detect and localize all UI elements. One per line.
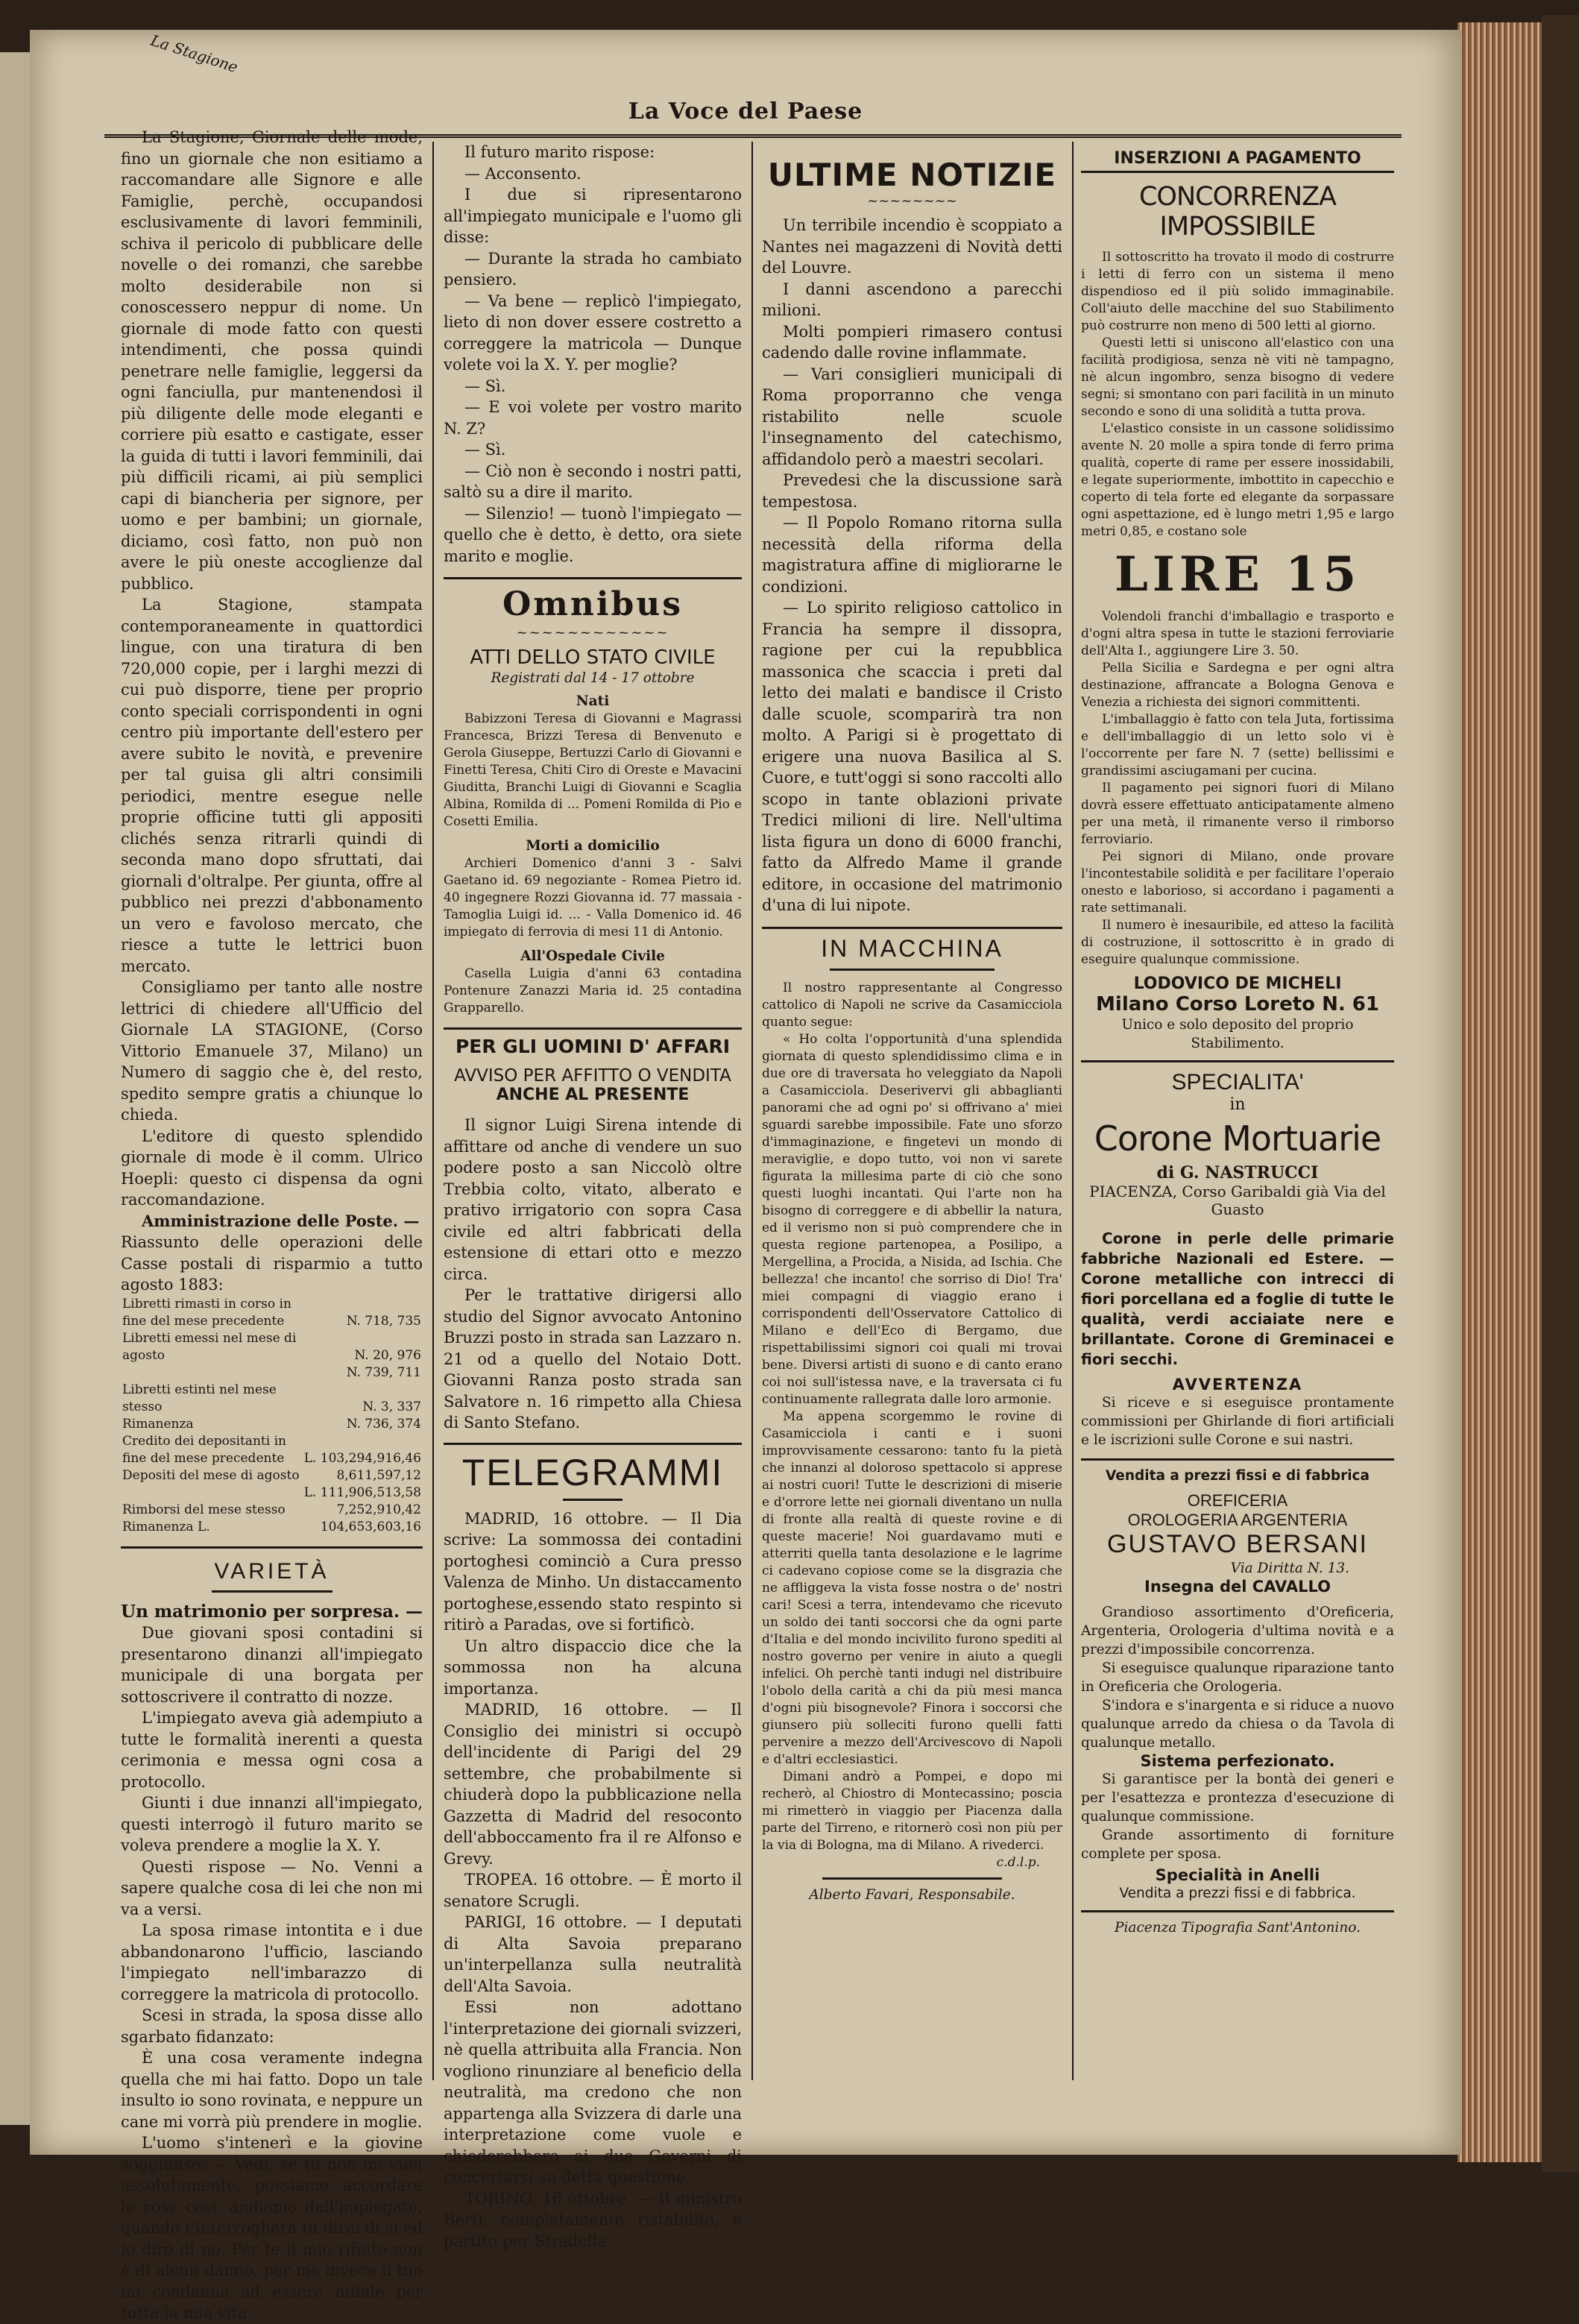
macchina-text: [762, 980, 1062, 1854]
morti-list: [444, 855, 742, 941]
inserzioni-title: INSERZIONI A PAGAMENTO: [1081, 149, 1394, 173]
column-1: [121, 127, 423, 2324]
paragraph: TROPEA. 16 ottobre. — È morto il senatore Scrugli.: [444, 1871, 742, 1910]
ultime-notizie-text: [762, 215, 1062, 916]
poste-intro: Riassunto delle operazioni delle Casse postali di risparmio a tutto agosto 1883:: [121, 1233, 423, 1294]
sistema: Sistema perfezionato.: [1140, 1752, 1335, 1770]
concorrenza-title: CONCORRENZA IMPOSSIBILE: [1138, 182, 1336, 242]
poste-label: Rimanenza: [122, 1416, 194, 1432]
page-stack-edges: [1457, 22, 1543, 2162]
paragraph: Si eseguisce qualunque riparazione tanto in Oreficeria che Orologeria.: [1081, 1660, 1394, 1695]
paragraph: Grandioso assortimento d'Oreficeria, Argenteria, Orologeria d'ultima novità e a prezzi d'impossibile concorrenza.: [1081, 1605, 1394, 1657]
paragraph: Casella Luigia d'anni 63 contadina Pontenure Zanazzi Maria id. 25 contadina Grapparello.: [444, 966, 742, 1015]
tipografia: Piacenza Tipografia Sant'Antonino.: [1115, 1920, 1361, 1936]
paragraph: Grande assortimento di forniture complete per sposa.: [1081, 1827, 1394, 1862]
paragraph: Consigliamo per tanto alle nostre lettrici di chiedere all'Ufficio del Giornale LA STAGIONE, (Corso Vittorio Emanuele 37, Milano) un Numero di saggio che è, del resto, spedito sempre gratis a chiunque lo chieda.: [121, 978, 423, 1124]
avvertenza-title: AVVERTENZA: [1172, 1376, 1303, 1394]
orologeria: OROLOGERIA ARGENTERIA: [1127, 1511, 1348, 1529]
paragraph: L'editore di questo splendido giornale di mode è il comm. Ulrico Hoepli: questo ci dispensa da ogni raccomandazione.: [121, 1127, 423, 1209]
poste-value: N. 3, 337: [362, 1399, 421, 1414]
paragraph: — Sì.: [464, 377, 506, 395]
insegna: Insegna del CAVALLO: [1144, 1578, 1331, 1596]
poste-row: [121, 1433, 423, 1467]
masthead-title: La Voce del Paese: [628, 98, 863, 125]
poste-value: N. 20, 976: [354, 1347, 421, 1363]
poste-row: [121, 1519, 423, 1536]
paragraph: TORINO, 16 ottobre. — Il ministro Berti, completamente ristabilito, è partito per Stradella.: [444, 2189, 742, 2250]
divider: [1081, 1060, 1394, 1062]
paragraph: Il numero è inesauribile, ed atteso la facilità di costruzione, il sottoscritto è in grado di eseguire qualunque commissione.: [1081, 918, 1394, 967]
bersani-name: GUSTAVO BERSANI: [1107, 1530, 1368, 1558]
bersani-text-2: [1081, 1770, 1394, 1863]
paragraph: Il sottoscritto ha trovato il modo di costrurre i letti di ferro con un sistema il meno dispendioso ed il più solido immaginabile. Coll'aiuto delle macchine del suo Stabilimento può costrurre non meno di 500 letti al giorno.: [1081, 250, 1394, 333]
paragraph: — Durante la strada ho cambiato pensiero.: [444, 249, 742, 289]
paragraph: — Lo spirito religioso cattolico in Francia ha sempre il dissopra, ragione per cui la repubblica massonica che scaccia i preti dal letto dei malati e bandisce il Cristo dalle scuole, scomparirà tra non molto. A Parigi si è progettato di erigere una nuova Basilica al S. Cuore, e tutt'oggi si sono raccolti allo scopo in tante oblazioni private Tredici milioni di lire. Nell'ultima lista figura un dono di 6000 franchi, fatto da Alfredo Mame il grande editore, in occasione del matrimonio d'una di lui nipote.: [762, 599, 1062, 914]
divider: [444, 577, 742, 579]
varieta-title: VARIETÀ: [214, 1558, 330, 1584]
column-rule: [751, 142, 753, 2080]
stagione-article: [121, 127, 423, 1296]
column-4: [1081, 149, 1394, 1937]
paragraph: La sposa rimase intontita e i due abbandonarono l'ufficio, lasciando l'impiegato nell'imbarazzo di correggere la matricola di protocollo.: [121, 1921, 423, 2003]
omnibus-title: Omnibus: [502, 585, 684, 623]
paragraph: Un terribile incendio è scoppiato a Nantes nei magazzeni di Novità detti del Louvre.: [762, 216, 1062, 277]
bersani-address: Via Diritta N. 13.: [1230, 1561, 1349, 1576]
poste-row: [121, 1467, 423, 1484]
telegrammi-text: [444, 1508, 742, 2252]
paragraph: La Stagione, Giornale delle mode, fino un giornale che non esitiamo a raccomandare alle Signore e alle Famiglie, perchè, occupandosi esclusivamente di lavori femminili, schiva il pericolo di pubblicare delle novelle o dei romanzi, che sarebbe molto desiderabile non si conoscessero neppur di nome. Un giornale di mode fatto con questi intendimenti, che possa quindi penetrare nelle famiglie, leggersi da ogni fanciulla, pur mantenendosi il più diligente delle mode eleganti e corriere più esatto e castigate, esser la guida di tutti i lavori femminili, dai più difficili ricami, ai più semplici capi di biancheria per signore, per uomo e per bambini; un giornale, diciamo, così fatto, non può non avere le più oneste accoglienze dal pubblico.: [121, 128, 423, 593]
poste-label: Rimanenza L.: [122, 1519, 210, 1534]
paragraph: Corone in perle delle primarie fabbriche Nazionali ed Estere. — Corone metalliche con intrecci di fiori porcellana ed a foglie di tutte le qualità, verdi acciaiate nere e brillantate. Corone di Greminacei e fiori secchi.: [1081, 1229, 1394, 1368]
previous-page-edge: [0, 52, 33, 2125]
vendita-line-bottom: Vendita a prezzi fissi e di fabbrica.: [1119, 1886, 1356, 1901]
poste-value: 7,252,910,42: [336, 1502, 421, 1517]
poste-value: L. 111,906,513,58: [303, 1484, 421, 1500]
poste-title: Amministrazione delle Poste. —: [142, 1211, 420, 1230]
concorrenza-text: [1081, 249, 1394, 541]
telegrammi-title: TELEGRAMMI: [461, 1451, 724, 1493]
ultime-notizie-title: ULTIME NOTIZIE: [767, 157, 1057, 193]
poste-label: Depositi del mese di agosto: [122, 1467, 300, 1483]
paragraph: PARIGI, 16 ottobre. — I deputati di Alta Savoia preparano un'interpellanza sulla neutralità dell'Alta Savoia.: [444, 1913, 742, 1995]
morti-title: Morti a domicilio: [526, 838, 660, 854]
paragraph: Questi rispose — No. Venni a sapere qualche cosa di lei che non mi va a versi.: [121, 1857, 423, 1918]
ornament: ~~~~~~~~: [867, 193, 957, 209]
paragraph: Si garantisce per la bontà dei generi e per l'esattezza e prontezza d'esecuzione di qualunque commissione.: [1081, 1772, 1394, 1824]
bersani-text: [1081, 1603, 1394, 1752]
ospedale-title: All'Ospedale Civile: [520, 948, 665, 964]
ospedale-list: [444, 966, 742, 1017]
micheli-name: LODOVICO DE MICHELI: [1133, 974, 1342, 993]
paragraph: — Il Popolo Romano ritorna sulla necessità della riforma della magistratura affine di migliorarne le condizioni.: [762, 514, 1062, 596]
paragraph: Il futuro marito rispose:: [464, 143, 655, 161]
poste-label: Libretti estinti nel mese stesso: [122, 1382, 277, 1414]
oreficeria: OREFICERIA: [1187, 1491, 1288, 1510]
paragraph: I due si ripresentarono all'impiegato municipale e l'uomo gli disse:: [444, 186, 742, 246]
vendita-line-top: Vendita a prezzi fissi e di fabbrica: [1106, 1468, 1370, 1484]
poste-row: [121, 1502, 423, 1519]
paragraph: Il pagamento pei signori fuori di Milano dovrà essere effettuato anticipatamente almeno per una metà, il rimanente verso il rimborso ferroviario.: [1081, 781, 1394, 847]
nati-list: [444, 711, 742, 831]
paragraph: Due giovani sposi contadini si presentarono dinanzi all'impiegato municipale di una borgata per sottoscrivere il contratto di nozze.: [121, 1624, 423, 1706]
responsabile: Alberto Favari, Responsabile.: [809, 1886, 1015, 1903]
paragraph: L'impiegato aveva già adempiuto a tutte le formalità inerenti a questa cerimonia e messa ogni cosa a protocollo.: [121, 1709, 423, 1791]
paragraph: — Ciò non è secondo i nostri patti, saltò su a dire il marito.: [444, 462, 742, 501]
poste-label: [121, 1484, 303, 1502]
poste-row: [121, 1484, 423, 1502]
stato-civile-title: ATTI DELLO STATO CIVILE: [470, 646, 716, 669]
poste-value: N. 718, 735: [346, 1313, 421, 1329]
divider: [121, 1546, 423, 1549]
paragraph: Per le trattative dirigersi allo studio del Signor avvocato Antonino Bruzzi posto in strada san Lazzaro n. 21 od a quello del Notaio Dott. Giovanni Ranza posto strada san Salvatore n. 16 rimpetto alla Chiesa di Santo Stefano.: [444, 1286, 742, 1432]
paragraph: — Vari consiglieri municipali di Roma proporranno che venga ristabilito nelle scuole l'insegnamento del catechismo, affidandolo però a maestri secolari.: [762, 365, 1062, 468]
stato-civile-subtitle: Registrati dal 14 - 17 ottobre: [491, 670, 695, 686]
nastrucci-address: PIACENZA, Corso Garibaldi già Via del Guasto: [1089, 1183, 1386, 1218]
paragraph: Prevedesi che la discussione sarà tempestosa.: [762, 471, 1062, 511]
poste-row: [121, 1296, 423, 1330]
paragraph: È una cosa veramente indegna quella che mi hai fatto. Dopo un tale insulto io sono rovinata, e neppure un cane mi vorrà più prendere in moglie.: [121, 2049, 423, 2131]
paragraph: Il nostro rappresentante al Congresso cattolico di Napoli ne scrive da Casamicciola quanto segue:: [762, 980, 1062, 1030]
affari-title: PER GLI UOMINI D' AFFARI: [455, 1036, 731, 1057]
divider: [822, 1877, 1003, 1880]
avviso-subtitle: ANCHE AL PRESENTE: [496, 1086, 690, 1104]
concorrenza-text-2: [1081, 608, 1394, 969]
divider: [762, 927, 1062, 929]
signature: c.d.l.p.: [996, 1854, 1040, 1870]
divider: [830, 969, 995, 971]
column-2: [444, 142, 742, 2252]
column-rule: [432, 142, 434, 2080]
divider: [1081, 1458, 1394, 1461]
paragraph: Un altro dispaccio dice che la sommossa non ha alcuna importanza.: [444, 1637, 742, 1698]
poste-value: L. 103,294,916,46: [303, 1450, 421, 1466]
paragraph: MADRID, 16 ottobre. — Il Dia scrive: La sommossa dei contadini portoghesi cominciò a Cura presso Valenza de Minho. Un distaccamento portoghese,essendo stato respinto si ritirò a Paradas, ove si fortificò.: [444, 1509, 742, 1634]
paragraph: — E voi volete per vostro marito N. Z?: [444, 398, 742, 438]
paragraph: L'imballaggio è fatto con tela Juta, fortissima e dell'imballaggio di un letto solo vi è l'occorrente per fare N. 7 (sette) bellissimi e grandissimi asciugamani per cucina.: [1081, 712, 1394, 778]
ornament: ~~~~~~~~~~~~: [516, 625, 669, 640]
book-spine: [1542, 15, 1579, 2172]
paragraph: La Stagione, stampata contemporaneamente in quattordici lingue, con una tiratura di ben 720,000 copie, per i larghi mezzi di cui può disporre, tiene per proprio conto speciali corrispondenti in ogni centro più importante dell'estero per avere subito le novità, e prevenire per tal guisa gli altri consimili periodici, mentre esegue nelle proprie officine tutti gli appositi clichés senza ritrarli quindi di seconda mano dopo sfruttati, dai giornali d'oltralpe. Per giunta, offre al pubblico nei prezzi d'abbonamento un vero e favoloso mercato, che riesce a tutte le lettrici buon mercato.: [121, 596, 423, 975]
poste-row: [121, 1416, 423, 1433]
poste-label: Credito dei depositanti in fine del mese precedente: [122, 1433, 286, 1466]
divider: [444, 1443, 742, 1445]
paragraph: — Sì.: [464, 441, 506, 459]
paragraph: Essi non adottano l'interpretazione dei giornali svizzeri, nè quella attribuita alla Francia. Non vogliono rinunziare al beneficio della neutralità, ma credono che non appartenga alla Svizzera di darle una interpretazione come vuole e chiederebbero ai due Governi di concertarsi su detta questione.: [444, 1998, 742, 2186]
poste-label: Libretti emessi nel mese di agosto: [122, 1330, 297, 1363]
micheli-note: Unico e solo deposito del proprio Stabilimento.: [1121, 1017, 1354, 1051]
paragraph: MADRID, 16 ottobre. — Il Consiglio dei ministri si occupò dell'incidente di Parigi del 29 settembre, che probabilmente si chiuderà dopo la pubblicazione nella Gazzetta di Madrid del resoconto dell'abboccamento fra il re Alfonso e Grevy.: [444, 1701, 742, 1868]
poste-label: Rimborsi del mese stesso: [122, 1502, 286, 1517]
poste-row: [121, 1330, 423, 1364]
paragraph: — Acconsento.: [464, 164, 582, 183]
paragraph: — Va bene — replicò l'impiegato, lieto di non dover essere costretto a correggere la matricola — Dunque volete voi la X. Y. per moglie?: [444, 292, 742, 374]
price: LIRE 15: [1114, 547, 1361, 602]
paragraph: S'indora e s'inargenta e si riduce a nuovo qualunque arredo da chiesa o da Tavola di qualunque metallo.: [1081, 1698, 1394, 1751]
paragraph: Volendoli franchi d'imballagio e trasporto e d'ogni altra spesa in tutte le stazioni ferroviarie dell'Alta I., aggiungere Lire 3. 50.: [1081, 609, 1394, 658]
anelli: Specialità in Anelli: [1155, 1866, 1320, 1884]
paragraph: Si riceve e si eseguisce prontamente commissioni per Ghirlande di fiori artificiali e le iscrizioni sulle Corone e sui nastri.: [1081, 1395, 1394, 1448]
divider: [212, 1590, 332, 1593]
specialita-title: SPECIALITA': [1171, 1070, 1304, 1095]
divider: [1081, 1910, 1394, 1912]
paragraph: Dimani andrò a Pompei, e dopo mi recherò, al Chiostro di Montecassino; poscia mi rimetterò in viaggio per Piacenza dalla parte del Tirreno, e ritornerò così non più per la via di Bologna, ma di Milano. A rivederci.: [762, 1769, 1062, 1853]
paragraph: Archieri Domenico d'anni 3 - Salvi Gaetano id. 69 negoziante - Romea Pietro id. 40 ingegnere Rozzi Giovanna id. 77 massaia - Tamoglia Luigi id. ... - Valla Domenico id. 46 impiegato di ferrovia di mesi 11 di Antonio.: [444, 856, 742, 939]
column-3: [762, 157, 1062, 1904]
corone-title: Corone Mortuarie: [1094, 1118, 1381, 1159]
paragraph: Molti pompieri rimasero contusi cadendo dalle rovine inflammate.: [762, 322, 1062, 362]
poste-value: N. 739, 711: [346, 1364, 421, 1380]
specialita-in: in: [1229, 1095, 1246, 1114]
poste-table: [121, 1296, 423, 1536]
newspaper-page: [30, 30, 1461, 2322]
column-rule: [1072, 142, 1074, 2080]
poste-row: [121, 1382, 423, 1416]
paragraph: Pei signori di Milano, onde provare l'incontestabile solidità e per facilitare l'operaio onesto e laborioso, si accordano i pagamenti a rate settimanali.: [1081, 849, 1394, 916]
paragraph: L'uomo s'intenerì e la giovine soggiunse: — Vedi, se tu non mi vuoi assolutamente, possiamo accordare le cose così: andiamo dall'impiegato, quando t'interrogherà tu dirai di sì ed io dirò di no. Per te il mio rifiuto non è di alcun danno, per me invece il tuo mi condanna ad essere nubile per tutta la mia vita.: [121, 2134, 423, 2322]
avviso-title: AVVISO PER AFFITTO O VENDITA: [454, 1066, 731, 1086]
micheli-address: Milano Corso Loreto N. 61: [1096, 993, 1379, 1015]
macchina-title: IN MACCHINA: [821, 934, 1003, 962]
poste-value: 104,653,603,16: [320, 1519, 421, 1534]
paragraph: Pella Sicilia e Sardegna e per ogni altra destinazione, affrancate a Bologna Genova e Venezia a richiesta dei signori committenti.: [1081, 661, 1394, 710]
matrimonio-continued: [444, 142, 742, 567]
poste-value: N. 736, 374: [346, 1416, 421, 1432]
paragraph: I danni ascendono a parecchi milioni.: [762, 280, 1062, 319]
poste-label: Libretti rimasti in corso in fine del mese precedente: [122, 1296, 291, 1329]
corner-stub: La Stagione: [148, 31, 240, 77]
divider: [563, 1499, 623, 1501]
nastrucci-name: di G. NASTRUCCI: [1156, 1163, 1319, 1183]
paragraph: — Silenzio! — tuonò l'impiegato — quello che è detto, è detto, ora siete marito e moglie.: [444, 504, 742, 565]
paragraph: Giunti i due innanzi all'impiegato, questi interrogò il futuro marito se voleva prendere a moglie la X. Y.: [121, 1794, 423, 1854]
poste-row: [121, 1364, 423, 1382]
matrimonio-story: [121, 1602, 423, 2324]
divider: [444, 1027, 742, 1030]
paragraph: Ma appena scorgemmo le rovine di Casamicciola i canti e i suoni improvvisamente cessarono: tanto fu la pietà che innanzi al doloroso spettacolo si apprese ai nostri cuori! Tutte le descrizioni di miserie e d'orrore lette nei giornali diventano un nulla di fronte alla realtà di queste rovine e di queste macerie! Noi guardavamo muti e atterriti quella tanta desolazione e le lagrime ci cadevano copiose come se la disgrazia che ne affliggeva la vista fosse nostra o de' nostri cari! Scesi a terra, intendevamo che ricevuto un soldo dei tanti soccorsi che da ogni parte d'Italia e del mondo incivilito furono spediti al nostro governo per venire in aiuto a quegli infelici. Oh perchè tanti indugi nel distribuire l'obolo della carità a chi da più mesi manca d'ogni più bisognevole? Finora i soccorsi che giunsero più solleciti furono quelli fatti pervenire a mezzo dell'Arcivescovo di Napoli e d'altri ecclesiastici.: [762, 1408, 1062, 1767]
paragraph: L'elastico consiste in un cassone solidissimo avente N. 20 molle a spira tonde di ferro prima qualità, coperte di rame per essere inossidabili, e legate superiormente, imbottito in capecchio e coperto di tela forte ed elegante da sorpassare ogni aspettazione, ed è lungo metri 1,95 e largo metri 0,85, e costano sole: [1081, 421, 1394, 539]
nati-title: Nati: [576, 693, 610, 709]
paragraph: Babizzoni Teresa di Giovanni e Magrassi Francesca, Brizzi Teresa di Benvenuto e Gerola Giuseppe, Bertuzzi Carlo di Giovanni e Finetti Teresa, Chiti Ciro di Oreste e Mavacini Giuditta, Branchi Luigi di Giovanni e Scaglia Albina, Romilda di ... Pomeni Romilda di Pio e Cosetti Emilia.: [444, 711, 742, 829]
avviso-text: [444, 1115, 742, 1434]
corone-text: [1081, 1229, 1394, 1370]
story-title: Un matrimonio per sorpresa. —: [121, 1601, 423, 1622]
paragraph: Scesi in strada, la sposa disse allo sgarbato fidanzato:: [121, 2006, 423, 2046]
poste-label: [121, 1364, 303, 1382]
paragraph: Il signor Luigi Sirena intende di affittare od anche di vendere un suo podere posto a san Niccolò oltre Trebbia colto, vitato, alberato e prativo irrigatorio con sopra Casa civile ed altri fabbricati della estensione di ettari otto e mezzo circa.: [444, 1116, 742, 1283]
poste-value: 8,611,597,12: [336, 1467, 421, 1483]
paragraph: « Ho colta l'opportunità d'una splendida giornata di questo splendidissimo clima e in due ore di traversata ho veleggiato da Napoli a Casamicciola. Deserivervi gli abbaglianti panorami che ad ogni po' si offrivano a' miei sguardi sarebbe impossibile. Fate uno sforzo d'immaginazione, e fingetevi un mondo di meraviglie, e dopo tutto, voi non vi sarete figurata la millesima parte di ciò che sono questi luoghi incantati. Qui l'arte non ha bisogno di correggere e di abbellir la natura, ed il verismo non si può comprendere che in questa regione partenopea, a Posilipo, a Mergellina, a Procida, a Nisida, ad Ischia. Che bellezza! che incanto! che sorriso di Dio! Tra' miei compagni di viaggio erano i corrispondenti dell'Osservatore Cattolico di Milano e dell'Eco di Bergamo, due rispettabilissimi signori coi quali mi trovai bene. Diversi artisti di suono e di canto erano coi noi sull'istessa nave, e la traversata ci fu continuamente rallegrata dalle loro armonie.: [762, 1031, 1062, 1407]
avvertenza-text: [1081, 1394, 1394, 1449]
paragraph: Questi letti si uniscono all'elastico con una facilità prodigiosa, senza nè viti nè tampagno, nè alcun ingombro, senza bisogno di vedere segni; si smontano con pari facilità in un minuto secondo e sono di una solidità a tutta prova.: [1081, 336, 1394, 419]
